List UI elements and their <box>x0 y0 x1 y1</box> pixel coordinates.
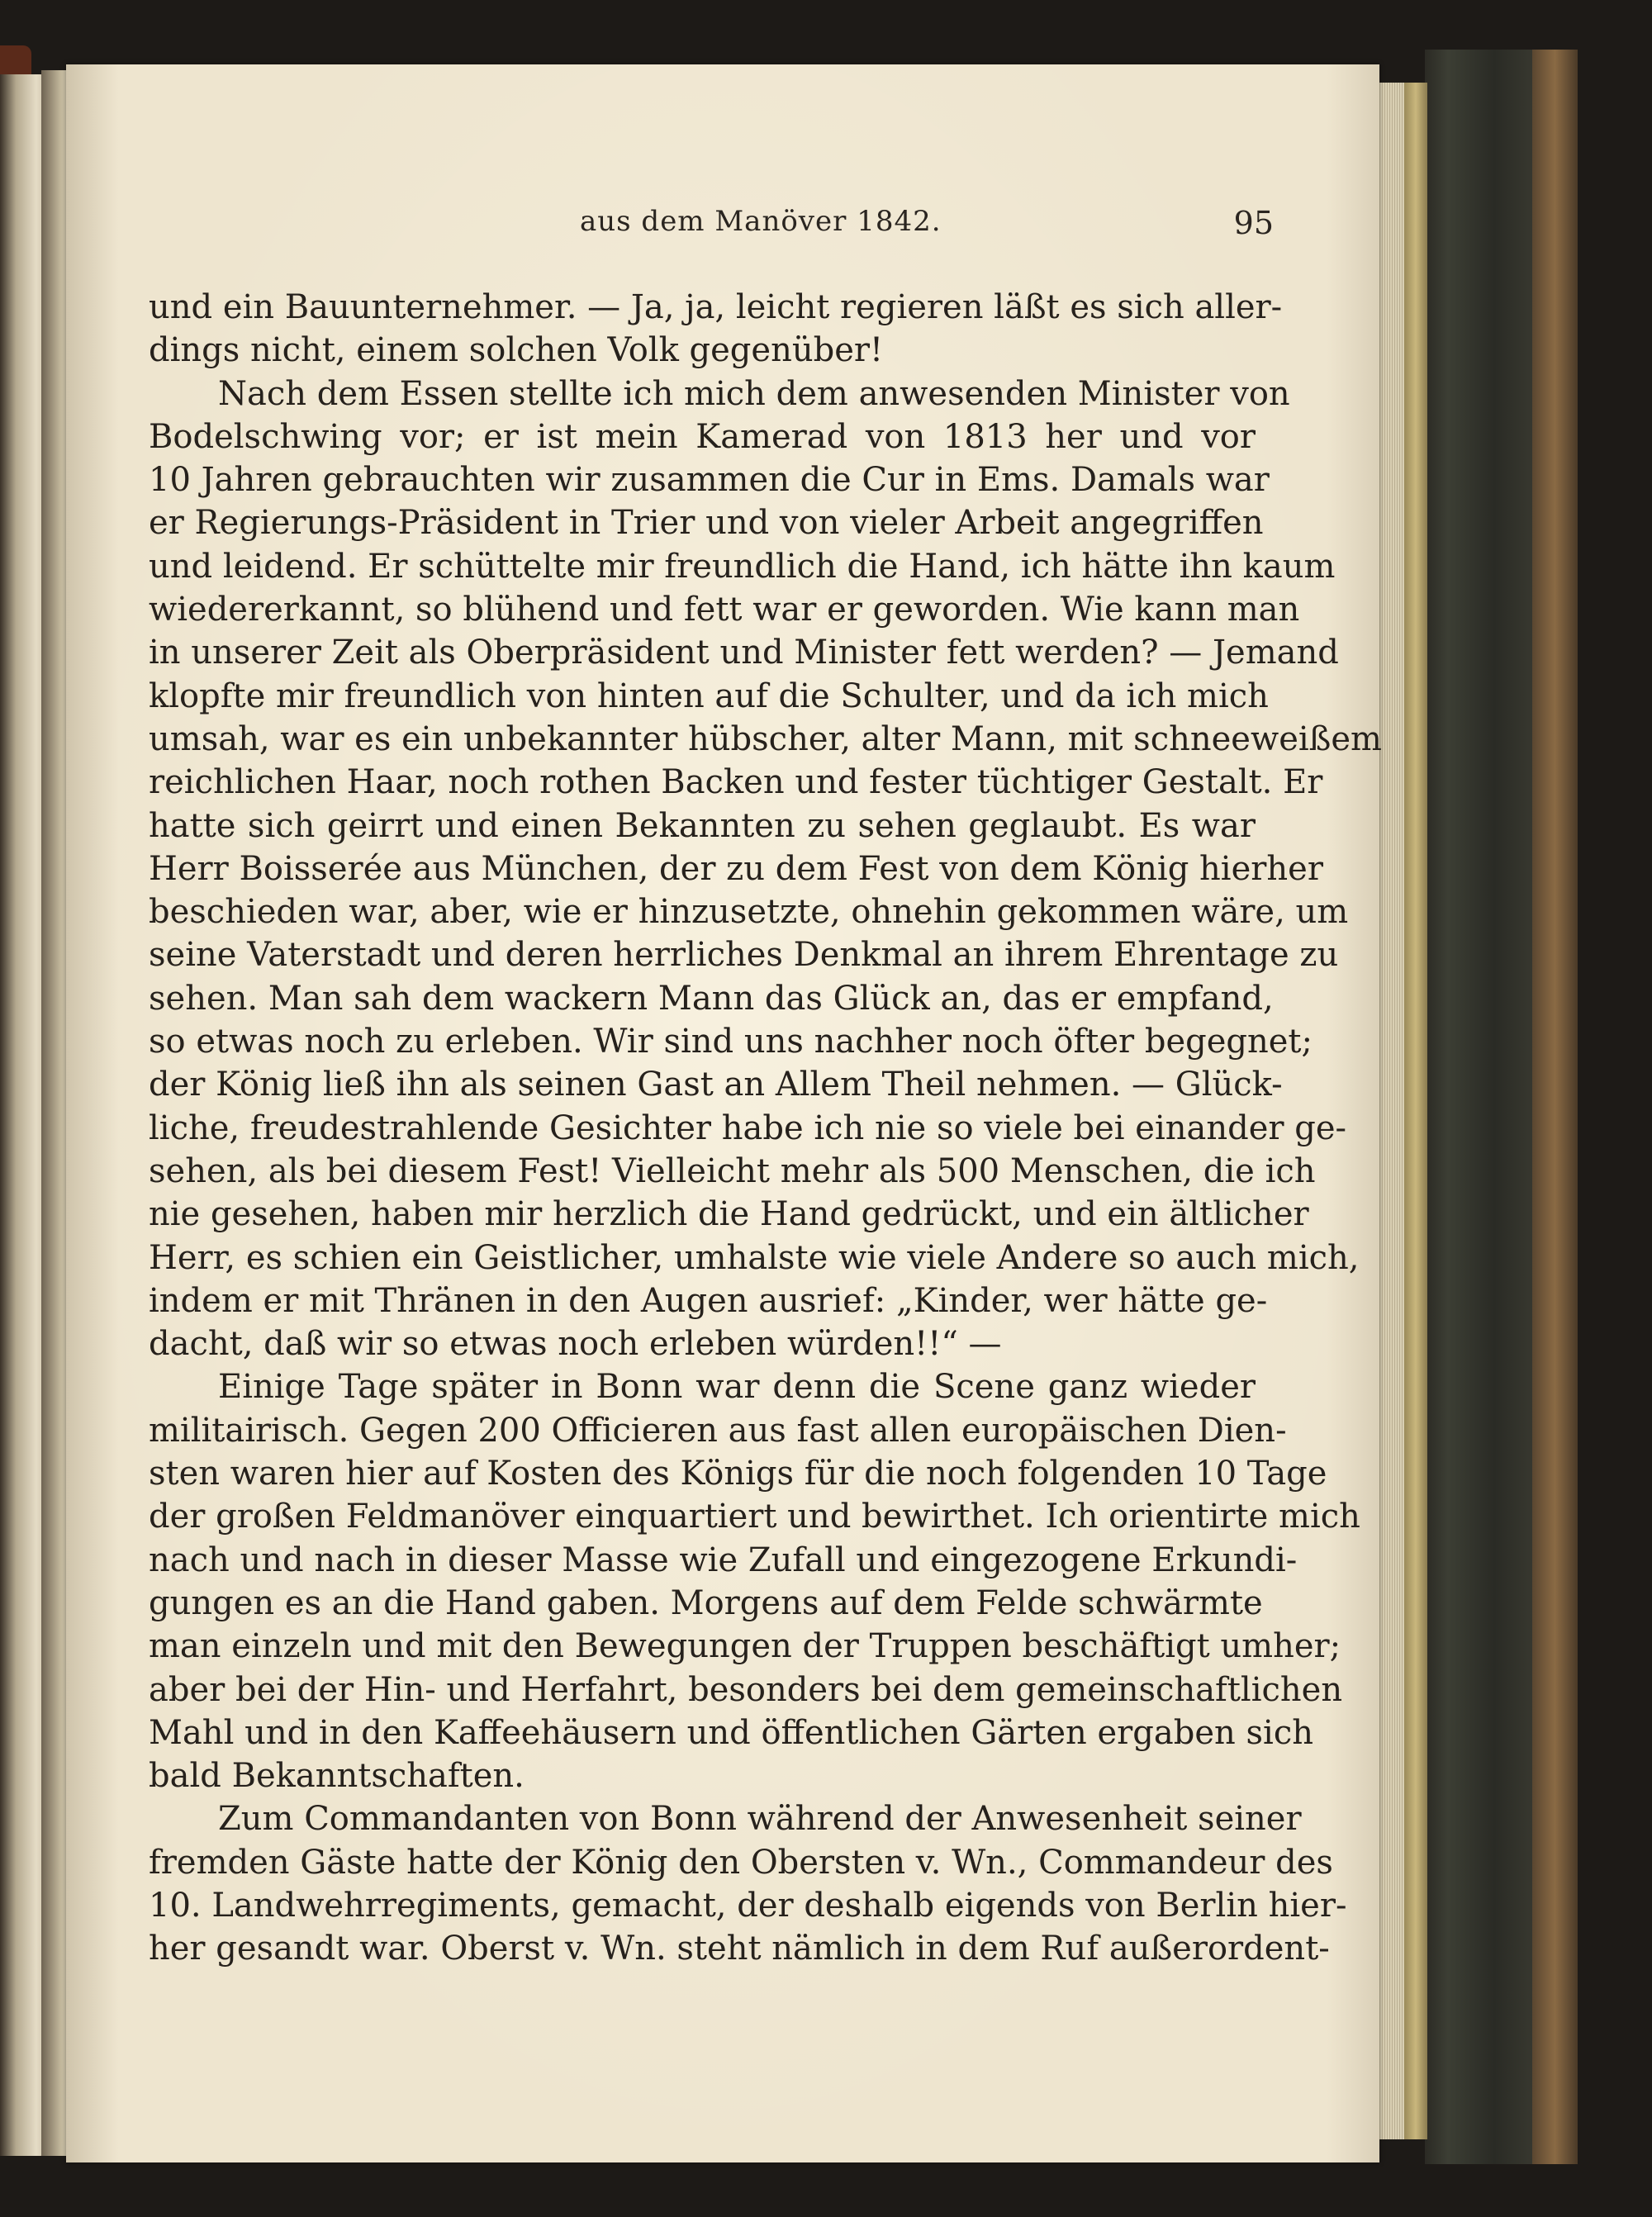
text-line: gungen es an die Hand gaben. Morgens auf dem Felde schwärmte <box>149 1583 1263 1622</box>
text-line: und ein Bauunternehmer. — Ja, ja, leicht regieren läßt es sich aller- <box>149 288 1283 326</box>
text-line: 10 Jahren gebrauchten wir zusammen die Cur in Ems. Damals war <box>149 461 1270 500</box>
text-line: Mahl und in den Kaffeehäusern und öffentlichen Gärten ergaben sich <box>149 1713 1313 1752</box>
text-line: nach und nach in dieser Masse wie Zufall und eingezogene Erkundi- <box>149 1541 1298 1579</box>
text-line: militairisch. Gegen 200 Officieren aus fast allen europäischen Dien- <box>149 1411 1287 1450</box>
text-line: Nach dem Essen stellte ich mich dem anwesenden Minister von <box>218 374 1290 413</box>
text-line: Zum Commandanten von Bonn während der Anwesenheit seiner <box>218 1800 1302 1839</box>
cover-edge <box>1532 50 1578 2164</box>
text-line: der großen Feldmanöver einquartiert und bewirthet. Ich orientirte mich <box>149 1498 1360 1536</box>
text-line: her gesandt war. Oberst v. Wn. steht nämlich in dem Ruf außerordent- <box>149 1930 1330 1968</box>
running-head: aus dem Manöver 1842. <box>580 205 942 238</box>
page-number: 95 <box>1233 205 1274 241</box>
book-page <box>66 64 1382 2162</box>
text-line: fremden Gäste hatte der König den Obersten v. Wn., Commandeur des <box>149 1843 1333 1882</box>
text-line: sten waren hier auf Kosten des Königs für die noch folgenden 10 Tage <box>149 1455 1327 1493</box>
text-line: umsah, war es ein unbekannter hübscher, alter Mann, mit schneeweißem <box>149 719 1382 758</box>
text-line: reichlichen Haar, noch rothen Backen und fester tüchtiger Gestalt. Er <box>149 763 1323 802</box>
gilt-page-edge <box>1404 83 1427 2139</box>
text-line: und leidend. Er schüttelte mir freundlich die Hand, ich hätte ihn kaum <box>149 547 1336 586</box>
text-line: seine Vaterstadt und deren herrliches Denkmal an ihrem Ehrentage zu <box>149 936 1339 975</box>
text-line: dings nicht, einem solchen Volk gegenüber! <box>149 331 884 370</box>
text-line: aber bei der Hin- und Herfahrt, besonders bei dem gemeinschaftlichen <box>149 1670 1343 1709</box>
text-line: nie gesehen, haben mir herzlich die Hand gedrückt, und ein ältlicher <box>149 1195 1309 1234</box>
text-line: bald Bekanntschaften. <box>149 1757 525 1796</box>
page-header <box>159 205 1274 254</box>
body-text <box>149 286 1382 1971</box>
text-line: er Regierungs-Präsident in Trier und von vieler Arbeit angegriffen <box>149 504 1264 543</box>
text-line: indem er mit Thränen in den Augen ausrief: „Kinder, wer hätte ge- <box>149 1281 1268 1320</box>
text-line: wiedererkannt, so blühend und fett war er geworden. Wie kann man <box>149 591 1300 629</box>
text-line: beschieden war, aber, wie er hinzusetzte, ohnehin gekommen wäre, um <box>149 893 1349 932</box>
text-line: der König ließ ihn als seinen Gast an Allem Theil nehmen. — Glück- <box>149 1066 1283 1104</box>
text-line: Einige Tage später in Bonn war denn die Scene ganz wieder <box>218 1368 1256 1407</box>
text-line: Herr, es schien ein Geistlicher, umhalste wie viele Andere so auch mich, <box>149 1238 1360 1277</box>
text-line: so etwas noch zu erleben. Wir sind uns nachher noch öfter begegnet; <box>149 1023 1313 1061</box>
text-line: Bodelschwing vor; er ist mein Kamerad von 1813 her und vor <box>149 417 1256 456</box>
text-line: klopfte mir freundlich von hinten auf die Schulter, und da ich mich <box>149 676 1269 715</box>
text-line: hatte sich geirrt und einen Bekannten zu sehen geglaubt. Es war <box>149 806 1256 845</box>
text-line: liche, freudestrahlende Gesichter habe ich nie so viele bei einander ge- <box>149 1108 1347 1147</box>
text-line: man einzeln und mit den Bewegungen der Truppen beschäftigt umher; <box>149 1627 1341 1666</box>
left-page-edge <box>0 74 45 2156</box>
text-line: Herr Boisserée aus München, der zu dem Fest von dem König hierher <box>149 849 1323 888</box>
text-line: sehen. Man sah dem wackern Mann das Glück an, das er empfand, <box>149 979 1274 1018</box>
text-line: 10. Landwehrregiments, gemacht, der deshalb eigends von Berlin hier- <box>149 1886 1347 1925</box>
text-line: dacht, daß wir so etwas noch erleben würden!!“ — <box>149 1325 1002 1364</box>
text-line: sehen, als bei diesem Fest! Vielleicht mehr als 500 Menschen, die ich <box>149 1151 1316 1190</box>
text-line: in unserer Zeit als Oberpräsident und Minister fett werden? — Jemand <box>149 634 1339 672</box>
back-cover-board <box>1425 50 1540 2164</box>
